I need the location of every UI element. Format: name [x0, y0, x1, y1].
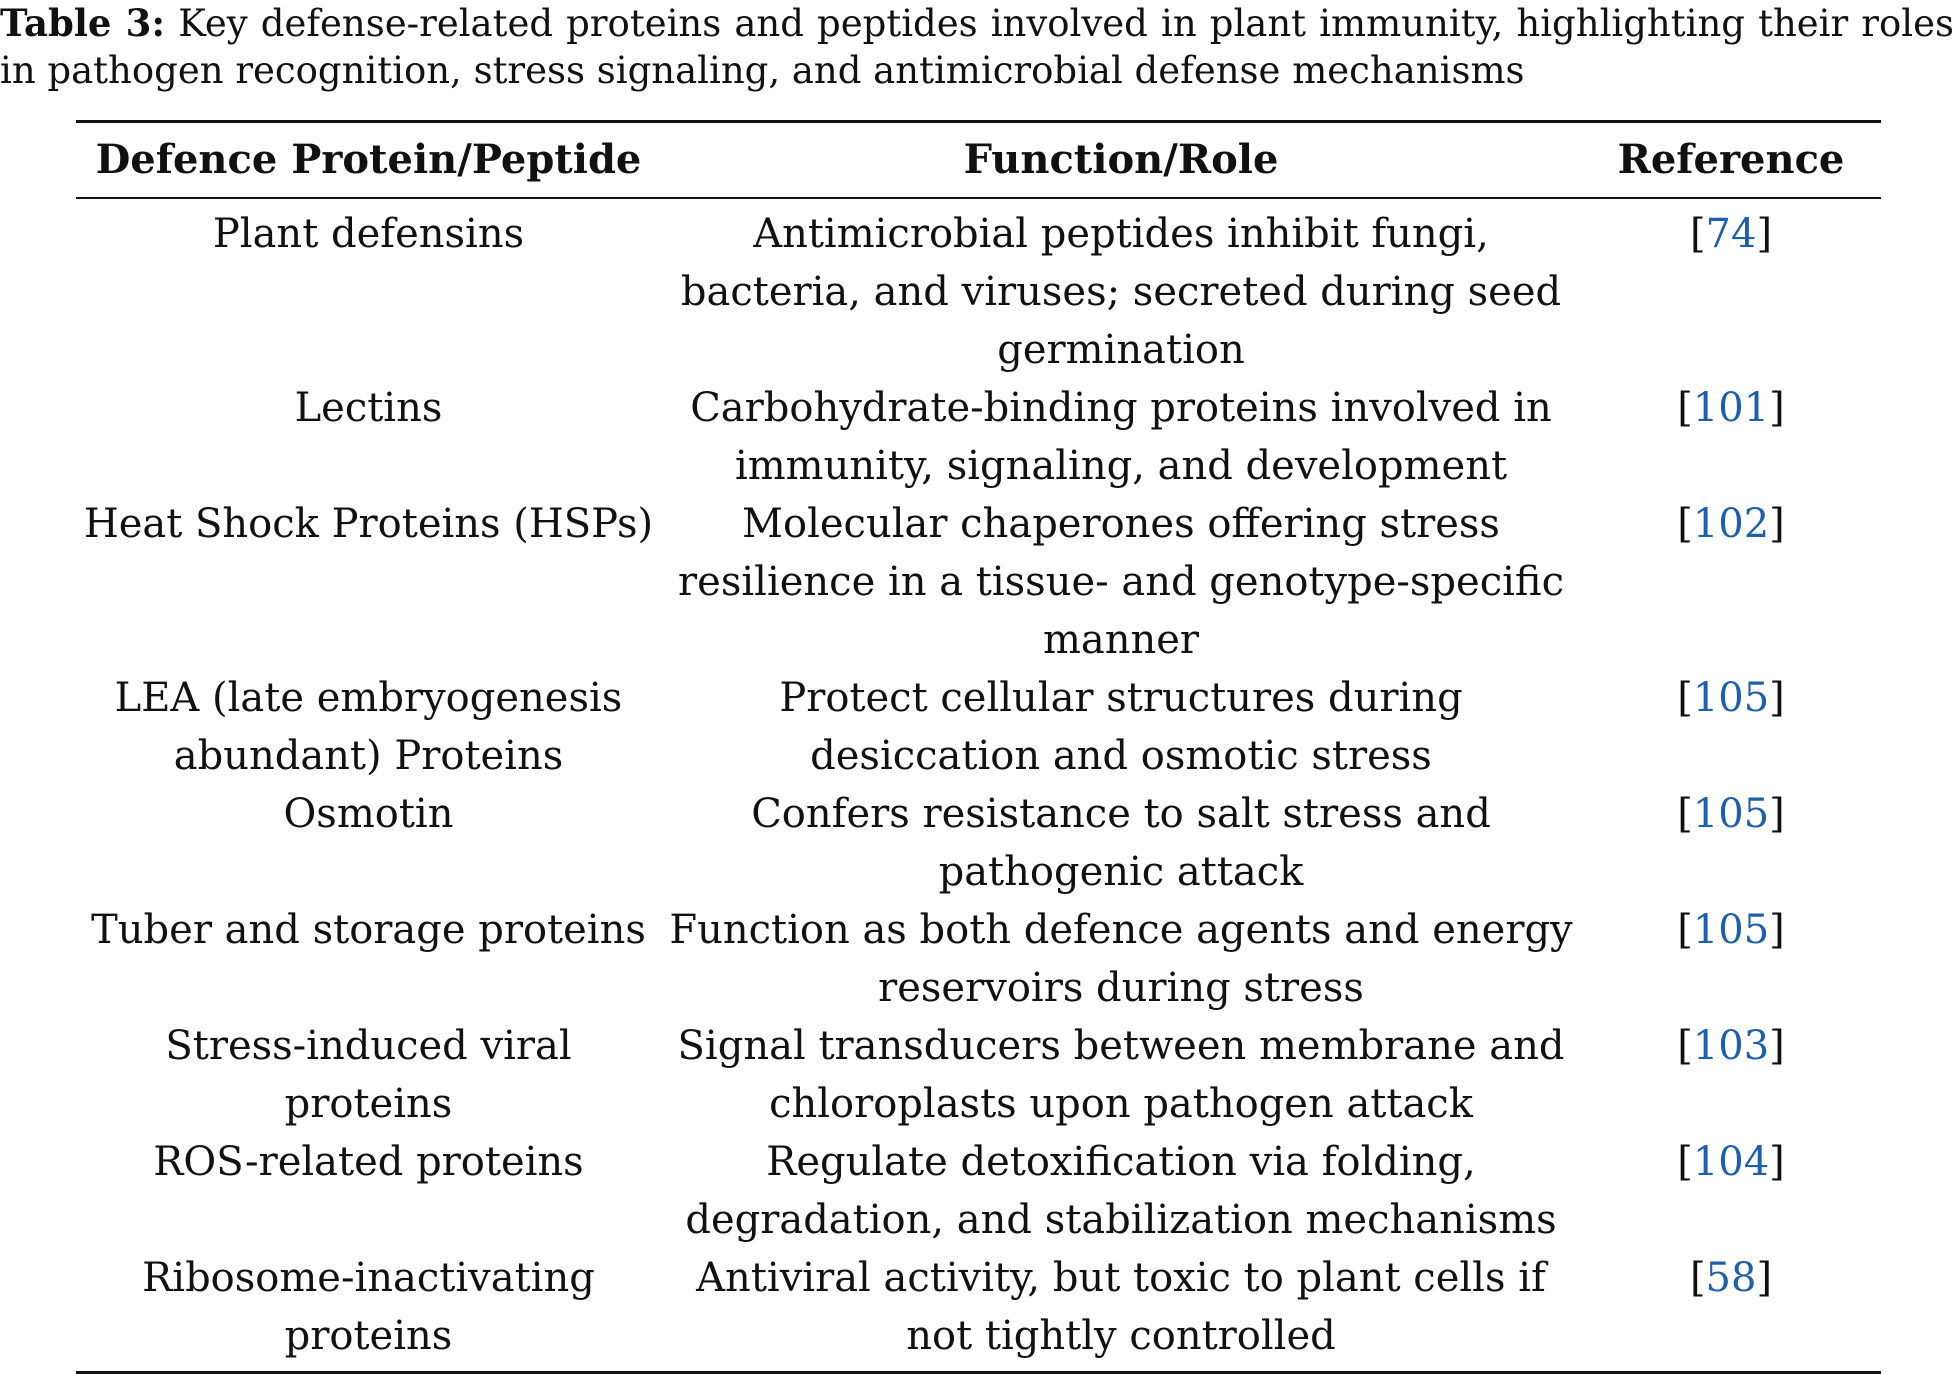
cell-function: Antimicrobial peptides inhibit fungi, bacteria, and viruses; secreted during seed germination [680, 211, 1562, 373]
cell-protein: Ribosome-inactivating proteins [142, 1255, 595, 1359]
bracket-open: [ [1677, 1139, 1693, 1185]
cell-reference [1581, 669, 1881, 785]
cell-reference [1581, 785, 1881, 901]
reference-link[interactable]: 58 [1705, 1255, 1757, 1301]
cell-protein: Tuber and storage proteins [91, 907, 646, 953]
cell-protein: Osmotin [283, 791, 454, 837]
bracket-close: ] [1769, 501, 1785, 547]
bracket-close: ] [1769, 907, 1785, 953]
bracket-open: [ [1677, 791, 1693, 837]
header-row [76, 122, 1881, 199]
cell-reference [1581, 198, 1881, 379]
cell-function: Regulate detoxification via folding, degradation, and stabilization mechanisms [685, 1139, 1557, 1243]
bracket-close: ] [1769, 1139, 1785, 1185]
cell-function: Molecular chaperones offering stress resilience in a tissue- and genotype-specific manner [678, 501, 1564, 663]
bracket-open: [ [1677, 1023, 1693, 1069]
bracket-open: [ [1677, 907, 1693, 953]
cell-reference [1581, 1017, 1881, 1133]
bracket-open: [ [1677, 501, 1693, 547]
table-caption [0, 0, 1954, 94]
bracket-open: [ [1689, 211, 1706, 257]
bracket-close: ] [1769, 675, 1785, 721]
table-body [76, 198, 1881, 1373]
table-row [76, 785, 1881, 901]
bracket-open: [ [1677, 385, 1693, 431]
table-row [76, 379, 1881, 495]
reference-link[interactable]: 105 [1692, 907, 1770, 953]
reference-link[interactable]: 105 [1692, 675, 1770, 721]
cell-protein: Plant defensins [212, 211, 525, 257]
bracket-close: ] [1769, 791, 1785, 837]
table-row [76, 901, 1881, 1017]
table-row [76, 495, 1881, 669]
cell-reference [1581, 1249, 1881, 1373]
cell-reference [1581, 379, 1881, 495]
bracket-open: [ [1677, 675, 1693, 721]
cell-protein: ROS-related proteins [153, 1139, 584, 1185]
reference-link[interactable]: 103 [1692, 1023, 1770, 1069]
bracket-open: [ [1689, 1255, 1706, 1301]
reference-link[interactable]: 104 [1692, 1139, 1770, 1185]
reference-link[interactable]: 101 [1692, 385, 1770, 431]
cell-function: Signal transducers between membrane and chloroplasts upon pathogen attack [677, 1023, 1565, 1127]
bracket-close: ] [1769, 1023, 1785, 1069]
caption-text: Key defense-related proteins and peptides involved in plant immunity, highlighting their roles in pathogen recognition, stress signaling, and antimicrobial defense mechanisms [0, 2, 1954, 92]
cell-protein: LEA (late embryogenesis abundant) Proteins [114, 675, 623, 779]
cell-protein: Stress-induced viral proteins [165, 1023, 572, 1127]
defense-proteins-table [76, 120, 1881, 1374]
table-row [76, 198, 1881, 379]
cell-reference [1581, 495, 1881, 669]
table-container [76, 120, 1881, 1374]
reference-link[interactable]: 105 [1692, 791, 1770, 837]
reference-link[interactable]: 102 [1692, 501, 1770, 547]
bracket-close: ] [1769, 385, 1785, 431]
header-function: Function/Role [963, 136, 1279, 183]
cell-function: Function as both defence agents and energy reservoirs during stress [669, 907, 1573, 1011]
cell-reference [1581, 901, 1881, 1017]
header-reference: Reference [1617, 136, 1845, 183]
cell-protein: Heat Shock Proteins (HSPs) [83, 501, 654, 547]
header-protein: Defence Protein/Peptide [95, 136, 642, 183]
table-row [76, 1133, 1881, 1249]
cell-protein: Lectins [294, 385, 443, 431]
cell-function: Antiviral activity, but toxic to plant cells if not tightly controlled [696, 1255, 1546, 1359]
table-row [76, 669, 1881, 785]
cell-function: Confers resistance to salt stress and pathogenic attack [751, 791, 1491, 895]
bracket-close: ] [1756, 1255, 1773, 1301]
cell-reference [1581, 1133, 1881, 1249]
caption-label: Table 3: [0, 1, 166, 45]
cell-function: Protect cellular structures during desiccation and osmotic stress [779, 675, 1463, 779]
table-row [76, 1017, 1881, 1133]
table-row [76, 1249, 1881, 1373]
reference-link[interactable]: 74 [1705, 211, 1757, 257]
cell-function: Carbohydrate-binding proteins involved in immunity, signaling, and development [690, 385, 1552, 489]
bracket-close: ] [1756, 211, 1773, 257]
